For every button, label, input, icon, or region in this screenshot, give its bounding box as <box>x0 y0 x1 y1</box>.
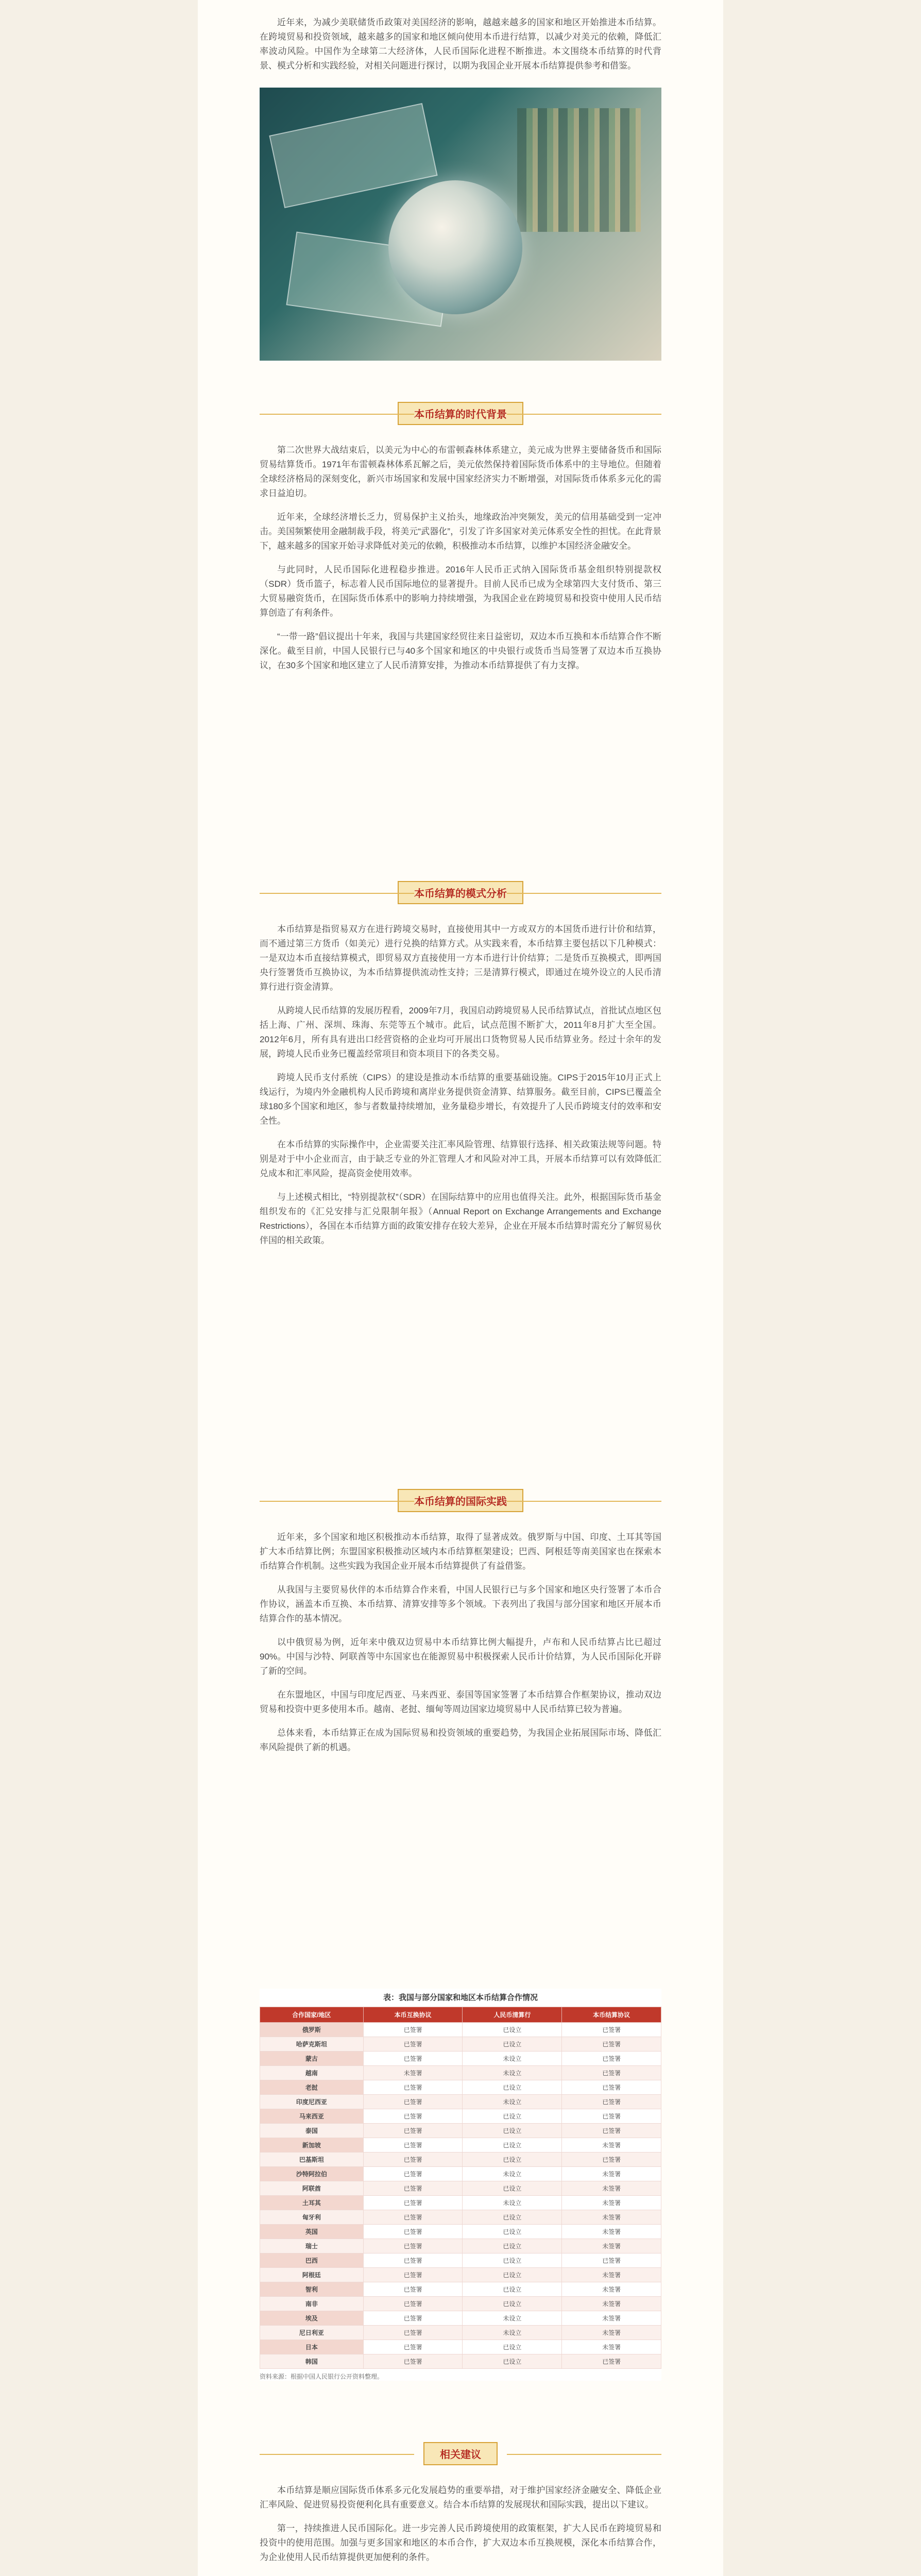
section-heading <box>198 2442 723 2465</box>
table-cell: 未签署 <box>562 2282 661 2297</box>
table-row <box>260 2210 661 2225</box>
table-cell: 已设立 <box>463 2138 562 2153</box>
paragraph: 第一，持续推进人民币国际化。进一步完善人民币跨境使用的政策框架，扩大人民币在跨境贸易和投资中的使用范围。加强与更多国家和地区的本币合作，扩大双边本币互换规模，深化本币结算合作，为企业使用人民币结算提供更加便利的条件。 <box>260 2523 661 2562</box>
section-title: 本币结算的时代背景 <box>398 402 523 425</box>
table-cell: 已设立 <box>463 2210 562 2225</box>
table-cell: 已设立 <box>463 2023 562 2037</box>
section-title: 相关建议 <box>423 2442 498 2465</box>
table-row <box>260 2282 661 2297</box>
table-row <box>260 2023 661 2037</box>
table-cell: 已签署 <box>363 2253 463 2268</box>
table-cell: 未设立 <box>463 2196 562 2210</box>
table-cell: 马来西亚 <box>260 2109 364 2124</box>
table-cell: 已签署 <box>562 2124 661 2138</box>
table-row <box>260 2268 661 2282</box>
table-cell: 已设立 <box>463 2239 562 2253</box>
table-cell: 已签署 <box>363 2023 463 2037</box>
paragraph: 总体来看，本币结算正在成为国际贸易和投资领域的重要趋势，为我国企业拓展国际市场、降低汇率风险提供了新的机遇。 <box>260 1728 661 1752</box>
table-row <box>260 2066 661 2080</box>
paragraph: “一带一路”倡议提出十年来，我国与共建国家经贸往来日益密切，双边本币互换和本币结算合作不断深化。截至目前，中国人民银行已与40多个国家和地区的中央银行或货币当局签署了双边本币互换协议，在30多个国家和地区建立了人民币清算安排，为推动本币结算提供了有力支撑。 <box>260 632 661 670</box>
table-cell: 已签署 <box>363 2282 463 2297</box>
table-cell: 哈萨克斯坦 <box>260 2037 364 2052</box>
table-cell: 未签署 <box>562 2181 661 2196</box>
table-row <box>260 2297 661 2311</box>
table-cell: 已签署 <box>363 2167 463 2181</box>
table-cell: 未签署 <box>562 2167 661 2181</box>
table-cell: 智利 <box>260 2282 364 2297</box>
table-header-cell: 人民币清算行 <box>463 2007 562 2023</box>
advice-body <box>260 2483 661 2576</box>
table-row <box>260 2253 661 2268</box>
table-cell: 已设立 <box>463 2268 562 2282</box>
table-cell: 已签署 <box>363 2297 463 2311</box>
table-row <box>260 2124 661 2138</box>
table-row <box>260 2138 661 2153</box>
paragraph <box>260 2574 661 2576</box>
decor-books <box>517 108 641 232</box>
table-cell: 已签署 <box>363 2210 463 2225</box>
table-cell: 已设立 <box>463 2340 562 2354</box>
table-header-cell: 合作国家/地区 <box>260 2007 364 2023</box>
paragraph: 在东盟地区，中国与印度尼西亚、马来西亚、泰国等国家签署了本币结算合作框架协议，推动双边贸易和投资中更多使用本币。越南、老挝、缅甸等周边国家边境贸易中人民币结算已较为普遍。 <box>260 1690 661 1714</box>
table-cell: 已设立 <box>463 2225 562 2239</box>
table-row <box>260 2354 661 2369</box>
table-cell: 未签署 <box>562 2268 661 2282</box>
table-row <box>260 2052 661 2066</box>
data-table <box>260 2007 661 2369</box>
table-cell: 越南 <box>260 2066 364 2080</box>
table-caption: 表：我国与部分国家和地区本币结算合作情况 <box>383 1993 538 2002</box>
table-cell: 已设立 <box>463 2297 562 2311</box>
table-row <box>260 2311 661 2326</box>
paragraph: 本币结算是顺应国际货币体系多元化发展趋势的重要举措，对于维护国家经济金融安全、降低企业汇率风险、促进贸易投资便利化具有重要意义。结合本币结算的发展现状和国际实践，提出以下建议。 <box>260 2485 661 2510</box>
table-cell: 已签署 <box>363 2138 463 2153</box>
table-cell: 已签署 <box>363 2311 463 2326</box>
table-cell: 已设立 <box>463 2354 562 2369</box>
table-cell: 已签署 <box>363 2196 463 2210</box>
table-header-cell: 本币结算协议 <box>562 2007 661 2023</box>
table-row <box>260 2167 661 2181</box>
table-cell: 已签署 <box>363 2052 463 2066</box>
table-cell: 蒙古 <box>260 2052 364 2066</box>
table-cell: 未设立 <box>463 2167 562 2181</box>
section-body <box>260 1530 661 1764</box>
table-cell: 日本 <box>260 2340 364 2354</box>
table-row <box>260 2239 661 2253</box>
table-cell: 阿根廷 <box>260 2268 364 2282</box>
table-row <box>260 2196 661 2210</box>
table-cell: 已签署 <box>363 2080 463 2095</box>
table-cell: 已签署 <box>363 2225 463 2239</box>
article-page <box>198 0 723 2576</box>
paragraph: 以中俄贸易为例，近年来中俄双边贸易中本币结算比例大幅提升，卢布和人民币结算占比已超过90%。中国与沙特、阿联酋等中东国家也在能源贸易中积极探索人民币计价结算，为人民币国际化开辟了新的空间。 <box>260 1637 661 1676</box>
table-cell: 俄罗斯 <box>260 2023 364 2037</box>
table-cell: 已签署 <box>562 2253 661 2268</box>
table-cell: 已设立 <box>463 2124 562 2138</box>
table-cell: 未签署 <box>363 2066 463 2080</box>
table-cell: 已签署 <box>363 2326 463 2340</box>
section-title: 本币结算的国际实践 <box>398 1489 523 1512</box>
table-cell: 未签署 <box>562 2340 661 2354</box>
table-cell: 已签署 <box>363 2354 463 2369</box>
table-cell: 已签署 <box>363 2268 463 2282</box>
table-cell: 埃及 <box>260 2311 364 2326</box>
table-cell: 韩国 <box>260 2354 364 2369</box>
table-cell: 已签署 <box>363 2340 463 2354</box>
table-cell: 未签署 <box>562 2196 661 2210</box>
table-cell: 已设立 <box>463 2181 562 2196</box>
table-cell: 印度尼西亚 <box>260 2095 364 2109</box>
table-header-cell: 本币互换协议 <box>363 2007 463 2023</box>
table-cell: 已签署 <box>562 2153 661 2167</box>
section-heading <box>198 1489 723 1512</box>
table-cell: 已设立 <box>463 2080 562 2095</box>
table-cell: 未签署 <box>562 2210 661 2225</box>
table-cell: 尼日利亚 <box>260 2326 364 2340</box>
decor-banknote <box>269 103 437 208</box>
data-table-figure <box>260 1989 661 2381</box>
table-row <box>260 2181 661 2196</box>
paragraph: 从跨境人民币结算的发展历程看，2009年7月，我国启动跨境贸易人民币结算试点，首批试点地区包括上海、广州、深圳、珠海、东莞等五个城市。此后，试点范围不断扩大，2011年8月扩大至全国。2012年6月，所有具有进出口经营资格的企业均可开展出口货物贸易人民币结算业务。经过十余年的发展，跨境人民币业务已覆盖经常项目和资本项目下的各类交易。 <box>260 1006 661 1059</box>
paragraph: 本币结算是指贸易双方在进行跨境交易时，直接使用其中一方或双方的本国货币进行计价和结算，而不通过第三方货币（如美元）进行兑换的结算方式。从实践来看，本币结算主要包括以下几种模式：一是双边本币直接结算模式，即贸易双方直接使用一方本币进行计价结算；二是货币互换模式，即两国央行签署货币互换协议，为本币结算提供流动性支持；三是清算行模式，即通过在境外设立的人民币清算行进行资金清算。 <box>260 924 661 992</box>
table-cell: 沙特阿拉伯 <box>260 2167 364 2181</box>
table-cell: 英国 <box>260 2225 364 2239</box>
table-cell: 已签署 <box>562 2109 661 2124</box>
table-cell: 老挝 <box>260 2080 364 2095</box>
table-cell: 已设立 <box>463 2037 562 2052</box>
table-row <box>260 2225 661 2239</box>
table-cell: 已设立 <box>463 2282 562 2297</box>
table-cell: 未签署 <box>562 2311 661 2326</box>
globe-icon <box>388 180 522 314</box>
table-cell: 南非 <box>260 2297 364 2311</box>
table-cell: 瑞士 <box>260 2239 364 2253</box>
table-row <box>260 2340 661 2354</box>
table-cell: 巴基斯坦 <box>260 2153 364 2167</box>
paragraph: 从我国与主要贸易伙伴的本币结算合作来看，中国人民银行已与多个国家和地区央行签署了本币合作协议，涵盖本币互换、本币结算、清算安排等多个领域。下表列出了我国与部分国家和地区开展本币结算合作的基本情况。 <box>260 1585 661 1623</box>
table-note: 资料来源：根据中国人民银行公开资料整理。 <box>260 2373 384 2380</box>
table-cell: 未签署 <box>562 2326 661 2340</box>
table-cell: 已签署 <box>363 2181 463 2196</box>
table-cell: 已签署 <box>562 2023 661 2037</box>
table-cell: 未设立 <box>463 2066 562 2080</box>
table-cell: 已签署 <box>363 2037 463 2052</box>
section-title: 本币结算的模式分析 <box>398 881 523 904</box>
table-cell: 未设立 <box>463 2052 562 2066</box>
table-cell: 已签署 <box>562 2037 661 2052</box>
section-body <box>260 443 661 682</box>
table-cell: 新加坡 <box>260 2138 364 2153</box>
table-row <box>260 2080 661 2095</box>
table-cell: 未签署 <box>562 2297 661 2311</box>
intro-paragraph: 近年来，为减少美联储货币政策对美国经济的影响，越越来越多的国家和地区开始推进本币结算。在跨境贸易和投资领域，越来越多的国家和地区倾向使用本币进行结算，以减少对美元的依赖，降低汇率波动风险。中国作为全球第二大经济体，人民币国际化进程不断推进。本文围绕本币结算的时代背景、模式分析和实践经验，对相关问题进行探讨，以期为我国企业开展本币结算提供参考和借鉴。 <box>260 18 661 71</box>
paragraph: 在本币结算的实际操作中，企业需要关注汇率风险管理、结算银行选择、相关政策法规等问题。特别是对于中小企业而言，由于缺乏专业的外汇管理人才和风险对冲工具，开展本币结算可以有效降低汇兑成本和汇率风险，提高资金使用效率。 <box>260 1140 661 1178</box>
paragraph: 第二次世界大战结束后，以美元为中心的布雷顿森林体系建立，美元成为世界主要储备货币和国际贸易结算货币。1971年布雷顿森林体系瓦解之后，美元依然保持着国际货币体系中的主导地位。但随着全球经济格局的深刻变化，新兴市场国家和发展中国家经济实力不断增强，对国际货币体系多元化的需求日益迫切。 <box>260 445 661 498</box>
table-cell: 土耳其 <box>260 2196 364 2210</box>
table-cell: 已设立 <box>463 2109 562 2124</box>
table-cell: 未签署 <box>562 2138 661 2153</box>
table-cell: 已签署 <box>363 2239 463 2253</box>
table-row <box>260 2326 661 2340</box>
table-row <box>260 2095 661 2109</box>
table-cell: 泰国 <box>260 2124 364 2138</box>
table-cell: 未设立 <box>463 2095 562 2109</box>
table-cell: 已签署 <box>562 2066 661 2080</box>
table-row <box>260 2037 661 2052</box>
table-row <box>260 2153 661 2167</box>
hero-image <box>260 88 661 361</box>
table-cell: 匈牙利 <box>260 2210 364 2225</box>
paragraph: 近年来，全球经济增长乏力，贸易保护主义抬头，地缘政治冲突频发，美元的信用基础受到一定冲击。美国频繁使用金融制裁手段，将美元“武器化”，引发了许多国家对美元体系安全性的担忧。在此背景下，越来越多的国家开始寻求降低对美元的依赖，积极推动本币结算，以维护本国经济金融安全。 <box>260 512 661 551</box>
table-cell: 已设立 <box>463 2253 562 2268</box>
table-cell: 未设立 <box>463 2326 562 2340</box>
table-cell: 已签署 <box>562 2080 661 2095</box>
table-cell: 已签署 <box>562 2354 661 2369</box>
table-cell: 已签署 <box>562 2095 661 2109</box>
paragraph: 与此同时，人民币国际化进程稳步推进。2016年人民币正式纳入国际货币基金组织特别提款权（SDR）货币篮子，标志着人民币国际地位的显著提升。目前人民币已成为全球第四大支付货币、第三大贸易融资货币，在国际货币体系中的影响力持续增强，为我国企业在跨境贸易和投资中使用人民币结算创造了有利条件。 <box>260 565 661 618</box>
table-cell: 巴西 <box>260 2253 364 2268</box>
table-cell: 已签署 <box>562 2052 661 2066</box>
table-cell: 未设立 <box>463 2311 562 2326</box>
paragraph: 跨境人民币支付系统（CIPS）的建设是推动本币结算的重要基础设施。CIPS于2015年10月正式上线运行，为境内外金融机构人民币跨境和离岸业务提供资金清算、结算服务。截至目前，CIPS已覆盖全球180多个国家和地区，参与者数量持续增加，业务量稳步增长，有效提升了人民币跨境支付的效率和安全性。 <box>260 1073 661 1126</box>
table-cell: 阿联酋 <box>260 2181 364 2196</box>
table-cell: 已签署 <box>363 2124 463 2138</box>
table-row <box>260 2109 661 2124</box>
section-heading <box>198 402 723 425</box>
table-cell: 已设立 <box>463 2153 562 2167</box>
table-cell: 已签署 <box>363 2095 463 2109</box>
paragraph: 近年来，多个国家和地区积极推动本币结算，取得了显著成效。俄罗斯与中国、印度、土耳其等国扩大本币结算比例；东盟国家积极推动区域内本币结算框架建设；巴西、阿根廷等南美国家也在探索本币结算合作机制。这些实践为我国企业开展本币结算提供了有益借鉴。 <box>260 1532 661 1571</box>
table-cell: 已签署 <box>363 2109 463 2124</box>
intro <box>260 15 661 82</box>
table-cell: 未签署 <box>562 2239 661 2253</box>
section-heading <box>198 881 723 904</box>
paragraph: 与上述模式相比，“特别提款权”（SDR）在国际结算中的应用也值得关注。此外，根据国际货币基金组织发布的《汇兑安排与汇兑限制年报》（Annual Report on Exchange Arrangements and Exchange Restrictions），各国在本币结算方面的政策安排存在较大差异，企业在开展本币结算时需充分了解贸易伙伴国的相关政策。 <box>260 1192 661 1245</box>
table-cell: 已签署 <box>363 2153 463 2167</box>
section-body <box>260 922 661 1257</box>
table-cell: 未签署 <box>562 2225 661 2239</box>
